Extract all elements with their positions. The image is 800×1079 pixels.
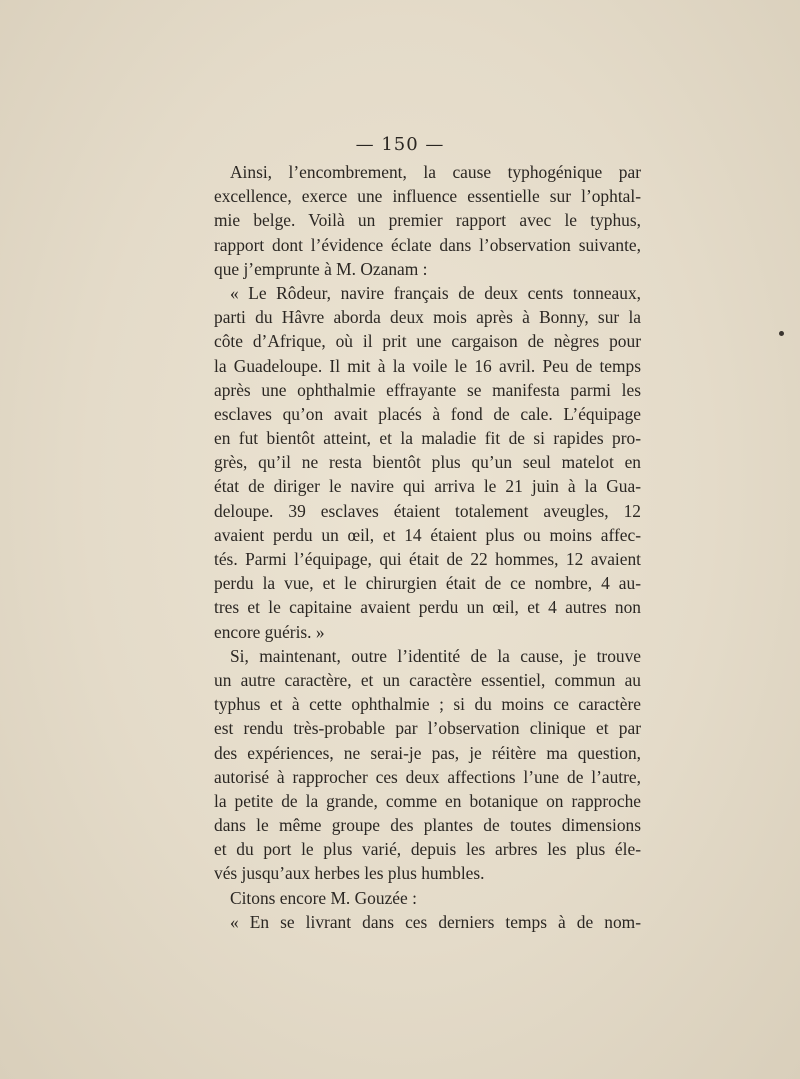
text-line: côte d’Afrique, où il prit une cargaison de nègres pour [214, 331, 641, 352]
text-line: dans le même groupe des plantes de toutes dimensions [214, 815, 641, 836]
text-line: grès, qu’il ne resta bientôt plus qu’un seul matelot en [214, 452, 641, 473]
text-line: perdu la vue, et le chirurgien était de ce nombre, 4 au- [214, 573, 641, 594]
text-line: « Le Rôdeur, navire français de deux cents tonneaux, [230, 282, 641, 303]
text-line: mie belge. Voilà un premier rapport avec le typhus, [214, 210, 641, 231]
text-line: excellence, exerce une influence essentielle sur l’ophtal- [214, 186, 641, 207]
text-line: esclaves qu’on avait placés à fond de cale. L’équipage [214, 403, 641, 424]
ink-spot [779, 331, 784, 336]
text-line: tres et le capitaine avaient perdu un œil, et 4 autres non [214, 597, 641, 618]
text-line: la petite de la grande, comme en botanique on rapproche [214, 790, 641, 811]
text-line: typhus et à cette ophthalmie ; si du moins ce caractère [214, 694, 641, 715]
text-line: que j’emprunte à M. Ozanam : [214, 258, 428, 279]
text-line: en fut bientôt atteint, et la maladie fit de si rapides pro- [214, 428, 641, 449]
text-line: un autre caractère, et un caractère essentiel, commun au [214, 669, 641, 690]
body-text [214, 160, 641, 934]
text-line: et du port le plus varié, depuis les arbres les plus éle- [214, 839, 641, 860]
text-line: Ainsi, l’encombrement, la cause typhogénique par [230, 162, 641, 182]
text-line: après une ophthalmie effrayante se manifesta parmi les [214, 379, 641, 400]
text-line: « En se livrant dans ces derniers temps à de nom- [230, 911, 641, 932]
text-line: tés. Parmi l’équipage, qui était de 22 hommes, 12 avaient [214, 549, 641, 569]
text-line: rapport dont l’évidence éclate dans l’observation suivante, [214, 234, 641, 255]
text-line: Citons encore M. Gouzée : [230, 887, 417, 908]
text-line: deloupe. 39 esclaves étaient totalement aveugles, 12 [214, 500, 641, 521]
text-line: parti du Hâvre aborda deux mois après à Bonny, sur la [214, 307, 641, 328]
page-number: — 150 — [355, 134, 445, 155]
text-line: état de diriger le navire qui arriva le 21 juin à la Gua- [214, 476, 641, 497]
text-line: encore guéris. » [214, 621, 325, 642]
text-line: est rendu très-probable par l’observation clinique et par [214, 718, 641, 739]
text-line: Si, maintenant, outre l’identité de la cause, je trouve [230, 645, 641, 666]
text-line: vés jusqu’aux herbes les plus humbles. [214, 863, 485, 884]
text-line: des expériences, ne serai-je pas, je réitère ma question, [214, 742, 641, 763]
text-line: la Guadeloupe. Il mit à la voile le 16 avril. Peu de temps [214, 355, 641, 376]
text-line: autorisé à rapprocher ces deux affections l’une de l’autre, [214, 766, 641, 787]
text-line: avaient perdu un œil, et 14 étaient plus ou moins affec- [214, 524, 641, 545]
